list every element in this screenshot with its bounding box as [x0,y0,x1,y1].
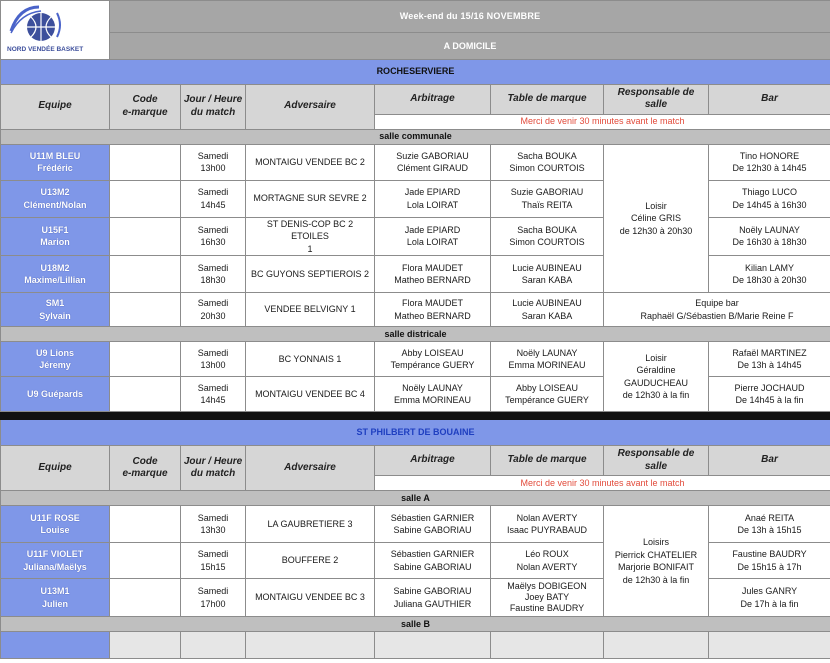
col-bar: Bar [709,84,830,114]
day-cell: Samedi 18h30 [181,256,246,293]
section-salle-communale: salle communale [1,129,830,144]
code-cell [110,217,181,256]
bar-cell: Noëly LAUNAY De 16h30 à 18h30 [709,217,830,256]
team-cell: U11M BLEU Frédéric [1,144,110,180]
bar-cell: Kilian LAMY De 18h30 à 20h30 [709,256,830,293]
day-cell: Samedi 13h00 [181,144,246,180]
opponent-cell: MORTAGNE SUR SEVRE 2 [246,180,375,217]
day-cell: Samedi 15h15 [181,543,246,579]
opponent-cell [246,632,375,659]
col-adversaire: Adversaire [246,84,375,129]
hall-manager-cell: Loisir Céline GRIS de 12h30 à 20h30 [604,144,709,293]
table-row [1,342,830,377]
col-table: Table de marque [491,84,604,114]
code-cell [110,579,181,617]
scorer-cell: Noëly LAUNAY Emma MORINEAU [491,342,604,377]
scorer-cell: Maëlys DOBIGEON Joey BATY Faustine BAUDRY [491,579,604,617]
code-cell [110,632,181,659]
code-cell [110,342,181,377]
col-equipe: Equipe [1,84,110,129]
team-cell: U18M2 Maxime/Lillian [1,256,110,293]
referee-cell: Sébastien GARNIER Sabine GABORIAU [375,543,491,579]
divider [1,412,830,420]
day-cell [181,632,246,659]
col-table: Table de marque [491,446,604,476]
hall-manager-cell [604,632,709,659]
scorer-cell: Léo ROUX Nolan AVERTY [491,543,604,579]
team-cell: U9 Lions Jéremy [1,342,110,377]
day-cell: Samedi 14h45 [181,180,246,217]
opponent-cell: LA GAUBRETIERE 3 [246,506,375,543]
referee-cell: Jade EPIARD Lola LOIRAT [375,180,491,217]
bar-cell: Jules GANRY De 17h à la fin [709,579,830,617]
day-cell: Samedi 20h30 [181,293,246,327]
team-cell: U11F ROSE Louise [1,506,110,543]
scorer-cell [491,632,604,659]
team-cell: U13M1 Julien [1,579,110,617]
table-row [1,632,830,659]
opponent-cell: ST DENIS-COP BC 2 ETOILES 1 [246,217,375,256]
col-equipe: Equipe [1,446,110,491]
club-title-rocheserviere: ROCHESERVIERE [1,59,830,84]
opponent-cell: MONTAIGU VENDEE BC 3 [246,579,375,617]
day-cell: Samedi 16h30 [181,217,246,256]
code-cell [110,506,181,543]
day-cell: Samedi 14h45 [181,377,246,412]
referee-cell: Sébastien GARNIER Sabine GABORIAU [375,506,491,543]
day-cell: Samedi 17h00 [181,579,246,617]
bar-cell: Rafaël MARTINEZ De 13h à 14h45 [709,342,830,377]
col-arbitrage: Arbitrage [375,84,491,114]
scorer-cell: Lucie AUBINEAU Saran KABA [491,293,604,327]
opponent-cell: BC GUYONS SEPTIEROIS 2 [246,256,375,293]
col-adversaire: Adversaire [246,446,375,491]
table-row [1,506,830,543]
code-cell [110,543,181,579]
referee-cell: Sabine GABORIAU Juliana GAUTHIER [375,579,491,617]
team-cell [1,632,110,659]
referee-cell [375,632,491,659]
table-row [1,293,830,327]
opponent-cell: MONTAIGU VENDEE BC 4 [246,377,375,412]
col-jour: Jour / Heure du match [181,446,246,491]
scorer-cell: Abby LOISEAU Tempérance GUERY [491,377,604,412]
code-cell [110,180,181,217]
opponent-cell: BOUFFERE 2 [246,543,375,579]
scorer-cell: Lucie AUBINEAU Saran KABA [491,256,604,293]
code-cell [110,377,181,412]
team-cell: U9 Guépards [1,377,110,412]
code-cell [110,256,181,293]
col-responsable: Responsable de salle [604,446,709,476]
scorer-cell: Nolan AVERTY Isaac PUYRABAUD [491,506,604,543]
page-title: Week-end du 15/16 NOVEMBRE [110,1,830,33]
bar-team-cell: Equipe bar Raphaël G/Sébastien B/Marie Reine F [604,293,830,327]
scorer-cell: Sacha BOUKA Simon COURTOIS [491,144,604,180]
referee-cell: Flora MAUDET Matheo BERNARD [375,256,491,293]
bar-cell: Pierre JOCHAUD De 14h45 à la fin [709,377,830,412]
referee-cell: Suzie GABORIAU Clément GIRAUD [375,144,491,180]
scorer-cell: Suzie GABORIAU Thaïs REITA [491,180,604,217]
team-cell: U15F1 Marion [1,217,110,256]
code-cell [110,293,181,327]
section-salle-a: salle A [1,491,830,506]
table-row [1,144,830,180]
arrival-notice: Merci de venir 30 minutes avant le match [375,476,830,491]
referee-cell: Abby LOISEAU Tempérance GUERY [375,342,491,377]
svg-text:NORD VENDÉE BASKET: NORD VENDÉE BASKET [6,46,83,53]
bar-cell: Tino HONORE De 12h30 à 14h45 [709,144,830,180]
col-code: Code e-marque [110,446,181,491]
code-cell [110,144,181,180]
section-salle-districale: salle districale [1,327,830,342]
referee-cell: Flora MAUDET Matheo BERNARD [375,293,491,327]
hall-manager-cell: Loisir Géraldine GAUDUCHEAU de 12h30 à la fin [604,342,709,412]
club-title-stphilbert: ST PHILBERT DE BOUAINE [1,420,830,446]
referee-cell: Noëly LAUNAY Emma MORINEAU [375,377,491,412]
bar-cell [709,632,830,659]
col-responsable: Responsable de salle [604,84,709,114]
team-cell: U13M2 Clément/Nolan [1,180,110,217]
col-code: Code e-marque [110,84,181,129]
col-bar: Bar [709,446,830,476]
day-cell: Samedi 13h00 [181,342,246,377]
bar-cell: Thiago LUCO De 14h45 à 16h30 [709,180,830,217]
day-cell: Samedi 13h30 [181,506,246,543]
page-subtitle: A DOMICILE [110,33,830,59]
basketball-logo-icon [3,1,108,55]
col-jour: Jour / Heure du match [181,84,246,129]
team-cell: SM1 Sylvain [1,293,110,327]
team-cell: U11F VIOLET Juliana/Maëlys [1,543,110,579]
arrival-notice: Merci de venir 30 minutes avant le match [375,114,830,129]
opponent-cell: VENDEE BELVIGNY 1 [246,293,375,327]
opponent-cell: BC YONNAIS 1 [246,342,375,377]
section-salle-b: salle B [1,617,830,632]
bar-cell: Faustine BAUDRY De 15h15 à 17h [709,543,830,579]
col-arbitrage: Arbitrage [375,446,491,476]
referee-cell: Jade EPIARD Lola LOIRAT [375,217,491,256]
hall-manager-cell: Loisirs Pierrick CHATELIER Marjorie BONIFAIT de 12h30 à la fin [604,506,709,617]
opponent-cell: MONTAIGU VENDEE BC 2 [246,144,375,180]
scorer-cell: Sacha BOUKA Simon COURTOIS [491,217,604,256]
bar-cell: Anaé REITA De 13h à 15h15 [709,506,830,543]
club-logo [1,1,110,60]
